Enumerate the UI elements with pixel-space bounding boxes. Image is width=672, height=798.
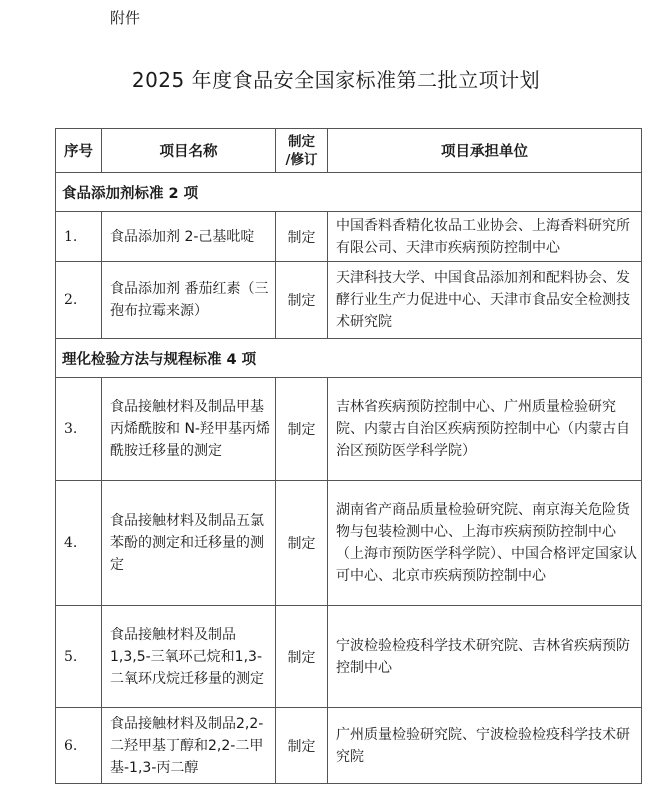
table-row [56,606,642,708]
header-seq: 序号 [56,129,102,173]
row-method: 制定 [276,262,328,339]
row-seq: 4. [56,481,102,606]
row-project-name: 食品接触材料及制品2,2-二羟甲基丁醇和2,2-二甲基-1,3-丙二醇 [102,708,276,784]
row-method: 制定 [276,606,328,708]
row-project-name: 食品接触材料及制品五氯苯酚的测定和迁移量的测定 [102,481,276,606]
row-project-name: 食品添加剂 番茄红素（三孢布拉霉来源） [102,262,276,339]
row-units: 中国香料香精化妆品工业协会、上海香料研究所有限公司、天津市疾病预防控制中心 [328,212,642,262]
row-units: 湖南省产商品质量检验研究院、南京海关危险货物与包装检测中心、上海市疾病预防控制中心（上海市预防医学科学院）、中国合格评定国家认可中心、北京市疾病预防控制中心 [328,481,642,606]
header-units: 项目承担单位 [328,129,642,173]
row-project-name: 食品接触材料及制品甲基丙烯酰胺和 N-羟甲基丙烯酰胺迁移量的测定 [102,378,276,481]
row-units: 吉林省疾病预防控制中心、广州质量检验研究院、内蒙古自治区疾病预防控制中心（内蒙古自治区预防医学科学院） [328,378,642,481]
section-row [56,339,642,378]
document-title: 2025 年度食品安全国家标准第二批立项计划 [131,68,541,92]
row-project-name: 食品接触材料及制品1,3,5-三氧环己烷和1,3-二氧环戊烷迁移量的测定 [102,606,276,708]
section-label: 食品添加剂标准 2 项 [56,173,642,212]
header-name: 项目名称 [102,129,276,173]
table-row [56,708,642,784]
row-units: 广州质量检验研究院、宁波检验检疫科学技术研究院 [328,708,642,784]
row-seq: 6. [56,708,102,784]
table-row [56,212,642,262]
table-row [56,262,642,339]
table-row [56,378,642,481]
section-label: 理化检验方法与规程标准 4 项 [56,339,642,378]
row-units: 宁波检验检疫科学技术研究院、吉林省疾病预防控制中心 [328,606,642,708]
row-method: 制定 [276,212,328,262]
row-seq: 3. [56,378,102,481]
table-header-row [56,129,642,173]
header-method [276,129,328,173]
attachment-label: 附件 [110,9,141,27]
table-row [56,481,642,606]
plan-table [55,128,642,784]
row-seq: 1. [56,212,102,262]
row-method: 制定 [276,481,328,606]
row-units: 天津科技大学、中国食品添加剂和配料协会、发酵行业生产力促进中心、天津市食品安全检测技术研究院 [328,262,642,339]
row-seq: 2. [56,262,102,339]
row-seq: 5. [56,606,102,708]
row-project-name: 食品添加剂 2-己基吡啶 [102,212,276,262]
row-method: 制定 [276,378,328,481]
section-row [56,173,642,212]
row-method: 制定 [276,708,328,784]
header-method-text: 制定 /修订 [285,133,318,168]
